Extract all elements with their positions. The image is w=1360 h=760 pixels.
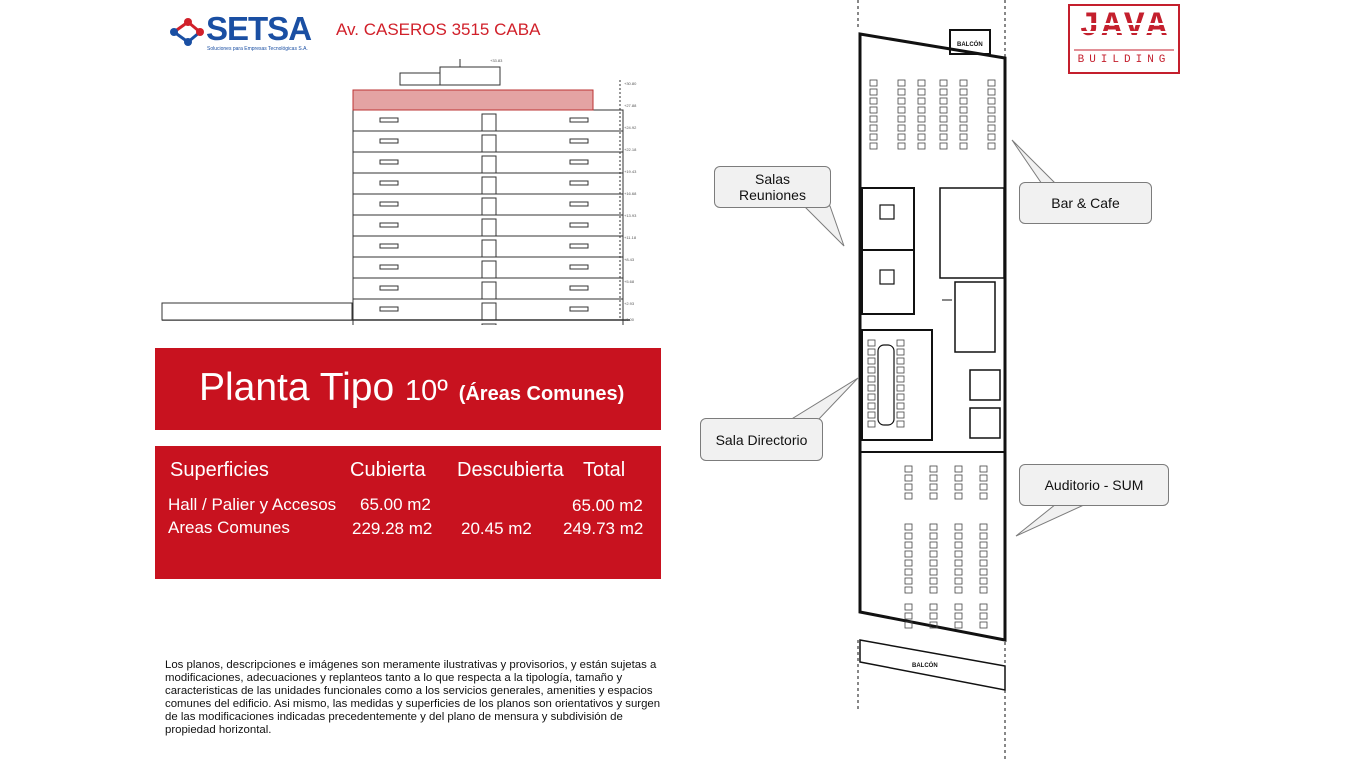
elevation-floor xyxy=(353,173,623,194)
seat xyxy=(870,80,877,86)
seat xyxy=(940,89,947,95)
elevation-door xyxy=(482,198,496,215)
seat xyxy=(988,107,995,113)
elevation-door xyxy=(482,177,496,194)
elevation-window xyxy=(380,160,398,164)
seat xyxy=(897,358,904,364)
seat xyxy=(898,107,905,113)
seat xyxy=(898,143,905,149)
seat xyxy=(980,542,987,548)
building-elevation-drawing xyxy=(160,55,660,325)
seat xyxy=(897,394,904,400)
seat xyxy=(918,89,925,95)
seat xyxy=(955,542,962,548)
seat xyxy=(868,376,875,382)
seat xyxy=(988,116,995,122)
seat xyxy=(960,116,967,122)
balcony-top-label: BALCÓN xyxy=(957,42,983,48)
seat xyxy=(955,475,962,481)
elevation-window xyxy=(570,244,588,248)
elevation-window xyxy=(570,223,588,227)
seat xyxy=(868,358,875,364)
svg-text:+13.93: +13.93 xyxy=(624,213,637,218)
seat xyxy=(940,107,947,113)
seat xyxy=(940,80,947,86)
callout-text: Sala Directorio xyxy=(700,418,823,461)
elevation-window xyxy=(380,202,398,206)
row-cubierta: 229.28 m2 xyxy=(352,519,433,538)
seat xyxy=(905,551,912,557)
seat xyxy=(960,80,967,86)
java-wordmark: JAVA xyxy=(1079,8,1169,46)
seat xyxy=(955,587,962,593)
seat xyxy=(930,560,937,566)
elevation-window xyxy=(570,181,588,185)
seat xyxy=(898,125,905,131)
seat xyxy=(897,403,904,409)
callout-text: Auditorio - SUM xyxy=(1019,464,1169,506)
areas-table xyxy=(155,446,661,579)
seat xyxy=(955,524,962,530)
title-banner xyxy=(155,348,661,430)
seat xyxy=(868,385,875,391)
seat xyxy=(868,394,875,400)
elevation-floor xyxy=(353,257,623,278)
svg-text:+8.43: +8.43 xyxy=(624,257,635,262)
elevation-window xyxy=(380,265,398,269)
seat xyxy=(905,578,912,584)
seat xyxy=(905,475,912,481)
elevation-floor xyxy=(353,110,623,131)
elevation-window xyxy=(570,265,588,269)
row-label: Areas Comunes xyxy=(168,518,290,537)
seat xyxy=(980,524,987,530)
elevation-door xyxy=(482,324,496,325)
seat xyxy=(980,493,987,499)
seat xyxy=(870,143,877,149)
seat xyxy=(930,542,937,548)
java-subtitle: BUILDING xyxy=(1077,54,1171,66)
seat xyxy=(960,143,967,149)
elevation-door xyxy=(482,156,496,173)
seat xyxy=(918,125,925,131)
seat xyxy=(955,466,962,472)
setsa-tagline: Soluciones para Empresas Tecnológicas S.A. xyxy=(207,46,308,52)
callout-text: Bar & Cafe xyxy=(1019,182,1152,224)
seat xyxy=(930,524,937,530)
seat xyxy=(870,116,877,122)
floor-plan-drawing xyxy=(840,0,1030,760)
title-main-text: Planta Tipo xyxy=(199,366,395,409)
seat xyxy=(980,569,987,575)
elevation-window xyxy=(380,118,398,122)
seat xyxy=(930,466,937,472)
seat xyxy=(930,533,937,539)
row-label: Hall / Palier y Accesos xyxy=(168,495,337,514)
address-text: Av. CASEROS 3515 CABA xyxy=(336,20,541,39)
seat xyxy=(980,533,987,539)
seat xyxy=(868,403,875,409)
seat xyxy=(930,604,937,610)
elevation-window xyxy=(570,307,588,311)
seat xyxy=(868,421,875,427)
svg-text:+19.43: +19.43 xyxy=(624,169,637,174)
seat xyxy=(955,613,962,619)
seat xyxy=(955,551,962,557)
elevation-door xyxy=(482,114,496,131)
header-descubierta: Descubierta xyxy=(457,459,564,481)
java-building-logo xyxy=(1068,4,1180,74)
svg-text:+33.83: +33.83 xyxy=(490,58,503,63)
elevation-floor xyxy=(353,299,623,320)
callout-text: Salas Reuniones xyxy=(714,166,831,208)
elevation-window xyxy=(380,286,398,290)
elevation-window xyxy=(570,139,588,143)
elevation-window xyxy=(380,139,398,143)
svg-text:+22.18: +22.18 xyxy=(624,147,637,152)
elevation-window xyxy=(570,286,588,290)
seat xyxy=(980,578,987,584)
seat xyxy=(955,493,962,499)
seat xyxy=(918,98,925,104)
svg-text:+30.80: +30.80 xyxy=(624,81,637,86)
seat xyxy=(918,116,925,122)
seat xyxy=(955,560,962,566)
seat xyxy=(905,560,912,566)
page-title xyxy=(199,366,624,410)
seat xyxy=(940,125,947,131)
elevation-floor xyxy=(353,131,623,152)
svg-text:±0.00: ±0.00 xyxy=(624,317,634,322)
seat xyxy=(980,560,987,566)
setsa-wordmark: SETSA xyxy=(206,10,312,47)
seat xyxy=(897,421,904,427)
seat xyxy=(898,134,905,140)
seat xyxy=(988,89,995,95)
seat xyxy=(905,542,912,548)
seat xyxy=(905,484,912,490)
seat xyxy=(940,116,947,122)
seat xyxy=(940,143,947,149)
seat xyxy=(980,466,987,472)
elevation-window xyxy=(380,223,398,227)
java-logo-stripes xyxy=(1070,6,1178,56)
title-floor-number: 10º xyxy=(404,375,448,407)
seat xyxy=(868,412,875,418)
seat xyxy=(988,125,995,131)
elevation-floor xyxy=(353,152,623,173)
seat xyxy=(955,604,962,610)
seat xyxy=(930,587,937,593)
title-qualifier: (Áreas Comunes) xyxy=(458,383,625,405)
seat xyxy=(868,349,875,355)
seat xyxy=(918,80,925,86)
elevation-floor xyxy=(353,236,623,257)
elevation-door xyxy=(482,240,496,257)
balcony-bottom-label: BALCÓN xyxy=(912,663,938,669)
elevation-door xyxy=(482,282,496,299)
svg-text:+2.93: +2.93 xyxy=(624,301,635,306)
seat xyxy=(955,578,962,584)
seat xyxy=(897,385,904,391)
seat xyxy=(868,340,875,346)
disclaimer-text: Los planos, descripciones e imágenes son meramente ilustrativas y provisorios, y están sujetas a modificaciones, adecuaciones y replanteos tanto a lo que respecta a la tipología, tamaño y caracteristicas de las unidades funcionales como a los servicios generales, amenities y espacios comunes del edificio. Asi mismo, las medidas y superficies de los planos son orientativos y surgen de las modificaciones indicadas precedentemente y del plano de mensura y subdivisión de propiedad horizontal. xyxy=(165,659,661,736)
header-cubierta: Cubierta xyxy=(350,459,426,481)
svg-text:+5.68: +5.68 xyxy=(624,279,635,284)
seat xyxy=(980,475,987,481)
seat xyxy=(955,622,962,628)
seat xyxy=(905,613,912,619)
seat xyxy=(918,143,925,149)
seat xyxy=(870,107,877,113)
seat xyxy=(870,89,877,95)
elevation-window xyxy=(570,118,588,122)
svg-text:+24.92: +24.92 xyxy=(624,125,637,130)
seat xyxy=(988,80,995,86)
elevation-window xyxy=(380,244,398,248)
svg-text:+27.88: +27.88 xyxy=(624,103,637,108)
elevation-window xyxy=(570,202,588,206)
seat xyxy=(870,134,877,140)
seat xyxy=(960,134,967,140)
seat xyxy=(898,116,905,122)
seat xyxy=(870,98,877,104)
row-cubierta: 65.00 m2 xyxy=(360,495,431,514)
elevation-door xyxy=(482,135,496,152)
row-descubierta: 20.45 m2 xyxy=(461,519,532,538)
seat xyxy=(930,578,937,584)
seat xyxy=(870,125,877,131)
seat xyxy=(897,367,904,373)
seat xyxy=(897,349,904,355)
seat xyxy=(905,533,912,539)
seat xyxy=(897,340,904,346)
seat xyxy=(930,493,937,499)
svg-text:+16.68: +16.68 xyxy=(624,191,637,196)
elevation-window xyxy=(380,181,398,185)
seat xyxy=(897,376,904,382)
seat xyxy=(905,569,912,575)
seat xyxy=(980,622,987,628)
elevation-door xyxy=(482,303,496,320)
seat xyxy=(930,475,937,481)
seat xyxy=(980,551,987,557)
seat xyxy=(930,613,937,619)
seat xyxy=(918,134,925,140)
seat xyxy=(980,613,987,619)
seat xyxy=(918,107,925,113)
seat xyxy=(898,80,905,86)
seat xyxy=(905,587,912,593)
seat xyxy=(940,98,947,104)
seat xyxy=(988,143,995,149)
seat xyxy=(988,134,995,140)
svg-text:+11.18: +11.18 xyxy=(624,235,637,240)
seat xyxy=(905,604,912,610)
seat xyxy=(930,551,937,557)
row-total: 65.00 m2 xyxy=(572,496,643,515)
seat xyxy=(960,89,967,95)
elevation-floor xyxy=(353,215,623,236)
row-total: 249.73 m2 xyxy=(563,519,644,538)
elevation-floor xyxy=(353,278,623,299)
seat xyxy=(897,412,904,418)
seat xyxy=(940,134,947,140)
seat xyxy=(980,484,987,490)
seat xyxy=(960,98,967,104)
setsa-molecule-icon xyxy=(166,12,206,52)
elevation-door xyxy=(482,261,496,278)
seat xyxy=(955,533,962,539)
seat xyxy=(905,466,912,472)
seat xyxy=(960,125,967,131)
elevation-door xyxy=(482,219,496,236)
seat xyxy=(930,484,937,490)
seat xyxy=(868,367,875,373)
seat xyxy=(930,569,937,575)
seat xyxy=(980,587,987,593)
seat xyxy=(905,493,912,499)
seat xyxy=(980,604,987,610)
header-total: Total xyxy=(583,459,626,481)
elevation-window xyxy=(570,160,588,164)
seat xyxy=(898,89,905,95)
seat xyxy=(955,569,962,575)
elevation-window xyxy=(380,307,398,311)
elevation-floor xyxy=(353,194,623,215)
seat xyxy=(960,107,967,113)
seat xyxy=(988,98,995,104)
header-superficies: Superficies xyxy=(170,459,269,481)
seat xyxy=(955,484,962,490)
seat xyxy=(898,98,905,104)
setsa-logo xyxy=(166,10,336,54)
seat xyxy=(905,524,912,530)
